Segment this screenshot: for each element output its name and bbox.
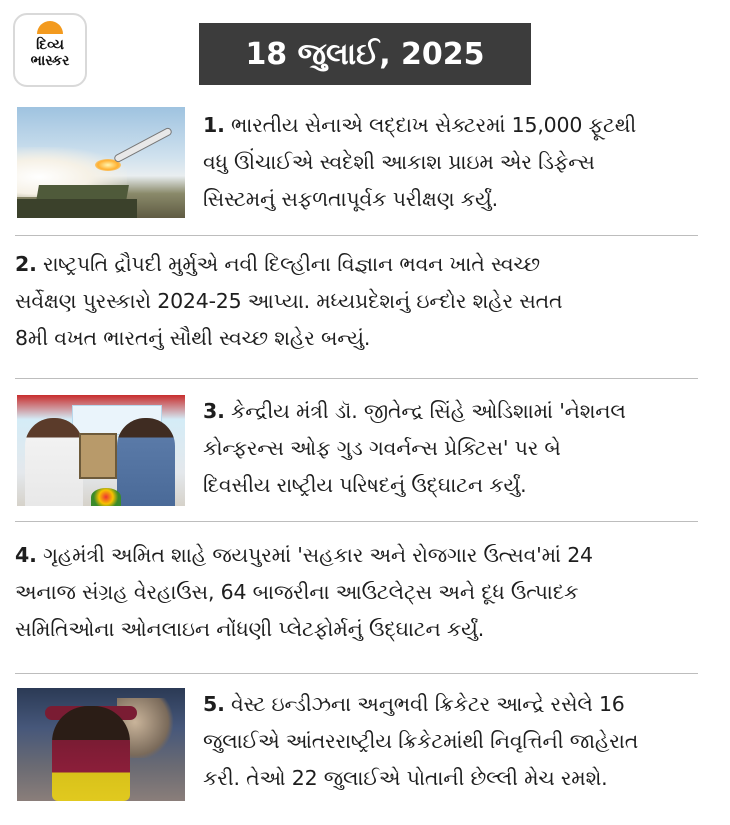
item-line: રાષ્ટ્રપતિ દ્રૌપદી મુર્મુએ નવી દિલ્હીના વિજ્ઞાન ભવન ખાતે સ્વચ્છ	[42, 252, 540, 276]
item-line: અનાજ સંગ્રહ વેરહાઉસ, 64 બાજરીના આઉટલેટ્સ અને દૂધ ઉત્પાદક	[15, 580, 579, 604]
logo-line-1: દિવ્ય	[36, 37, 64, 53]
news-item-3	[203, 393, 713, 504]
date-banner: 18 જુલાઈ, 2025	[199, 23, 531, 85]
item-number: 5.	[203, 692, 225, 716]
item-number: 1.	[203, 113, 225, 137]
item-line: કેન્દ્રીય મંત્રી ડૉ. જીતેન્દ્ર સિંહે ઓડિશામાં 'નેશનલ	[230, 399, 626, 423]
item-line: સિસ્ટમનું સફળતાપૂર્વક પરીક્ષણ કર્યું.	[203, 187, 498, 211]
missile-launch-image	[17, 107, 185, 218]
item-number: 2.	[15, 252, 37, 276]
item-line: દિવસીય રાષ્ટ્રીય પરિષદનું ઉદ્ઘાટન કર્યું.	[203, 473, 527, 497]
item-line: જુલાઈએ આંતરરાષ્ટ્રીય ક્રિકેટમાંથી નિવૃત્તિની જાહેરાત	[203, 729, 639, 753]
logo-line-2: ભાસ્કર	[30, 53, 70, 69]
divider	[15, 673, 698, 674]
news-item-4	[15, 537, 715, 648]
news-item-1	[203, 107, 713, 218]
sun-icon	[37, 21, 63, 34]
divya-bhaskar-logo	[13, 13, 87, 87]
item-line: વેસ્ટ ઇન્ડીઝના અનુભવી ક્રિકેટર આન્દ્રે રસેલે 16	[230, 692, 625, 716]
item-line: કોન્ફરન્સ ઓફ ગુડ ગવર્નન્સ પ્રેક્ટિસ' પર બે	[203, 436, 561, 460]
item-number: 4.	[15, 543, 37, 567]
divider	[15, 235, 698, 236]
cricketer-image	[17, 688, 185, 801]
news-item-2	[15, 246, 715, 357]
item-line: વધુ ઊંચાઈએ સ્વદેશી આકાશ પ્રાઇમ એર ડિફેન્સ	[203, 150, 595, 174]
item-line: ભારતીય સેનાએ લદ્દાખ સેક્ટરમાં 15,000 ફૂટથી	[230, 113, 637, 137]
ceremony-image	[17, 395, 185, 506]
divider	[15, 378, 698, 379]
item-number: 3.	[203, 399, 225, 423]
news-item-5	[203, 686, 713, 797]
item-line: ગૃહમંત્રી અમિત શાહે જયપુરમાં 'સહકાર અને રોજગાર ઉત્સવ'માં 24	[42, 543, 593, 567]
item-line: કરી. તેઓ 22 જુલાઈએ પોતાની છેલ્લી મેચ રમશે.	[203, 766, 608, 790]
divider	[15, 521, 698, 522]
item-line: સમિતિઓના ઓનલાઇન નોંધણી પ્લેટફોર્મનું ઉદ્ઘાટન કર્યું.	[15, 617, 485, 641]
item-line: 8મી વખત ભારતનું સૌથી સ્વચ્છ શહેર બન્યું.	[15, 326, 371, 350]
item-line: સર્વેક્ષણ પુરસ્કારો 2024-25 આપ્યા. મધ્યપ્રદેશનું ઇન્દોર શહેર સતત	[15, 289, 563, 313]
